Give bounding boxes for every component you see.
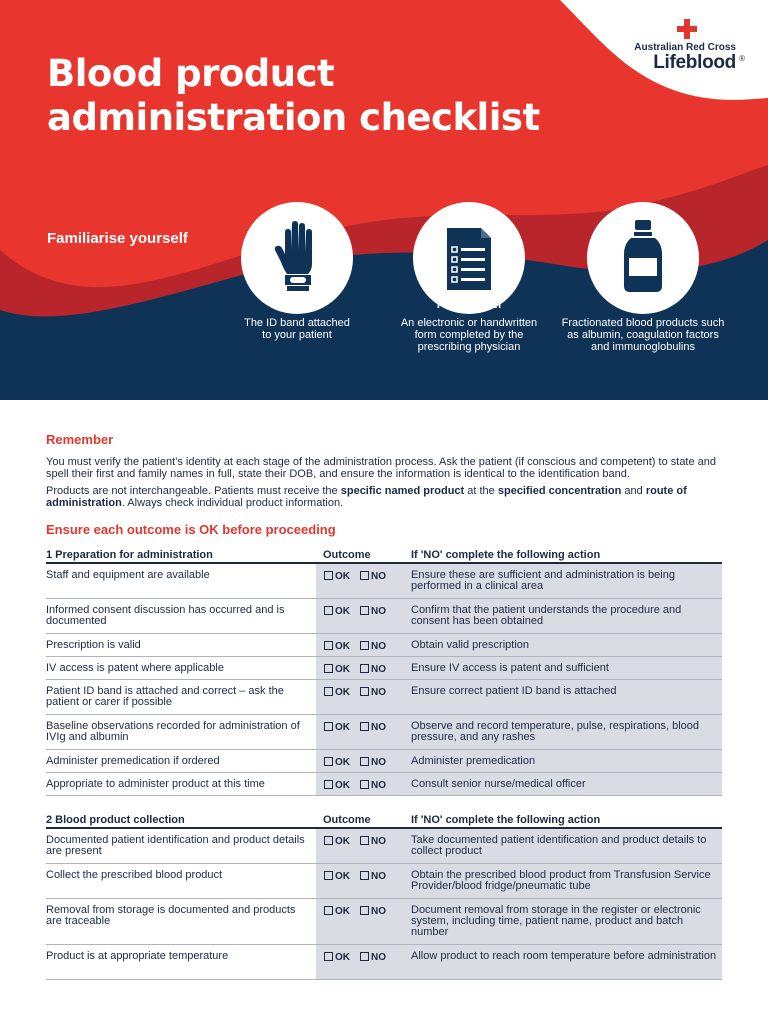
checklist-item: Product is at appropriate temperature — [46, 950, 229, 962]
action-text: Ensure IV access is patent and sufficient — [411, 662, 609, 674]
familiarise-heading: Familiarise yourself — [47, 230, 188, 247]
remember-paragraph-1: You must verify the patient's identity at each stage of the administration process. Ask the patient (if conscious and competent) to state and spell their first and family names in full, state their DOB, and ensure the information is identical to the identification band. — [46, 456, 717, 480]
no-checkbox[interactable] — [360, 606, 369, 615]
no-checkbox[interactable] — [360, 836, 369, 845]
no-checkbox[interactable] — [360, 757, 369, 766]
title-line-2: administration checklist — [47, 96, 540, 139]
no-checkbox[interactable] — [360, 722, 369, 731]
outcome-cell — [316, 899, 408, 944]
ok-label: OK — [335, 641, 350, 652]
remember-heading: Remember — [46, 432, 114, 447]
checklist-item: Prescription is valid — [46, 639, 141, 651]
action-text: Document removal from storage in the register or electronic system, including time, patient name, product and batch number — [411, 904, 701, 938]
no-checkbox[interactable] — [360, 952, 369, 961]
ok-checkbox[interactable] — [324, 906, 333, 915]
no-label: NO — [371, 836, 386, 847]
table-row — [46, 564, 722, 599]
page-title — [47, 52, 540, 140]
action-text: Obtain the prescribed blood product from Transfusion Service Provider/blood fridge/pneumatic tube — [411, 869, 711, 892]
checklist-item: Baseline observations recorded for administration of IVIg and albumin — [46, 720, 300, 743]
action-text: Allow product to reach room temperature before administration — [411, 950, 717, 962]
checklist-item: IV access is patent where applicable — [46, 662, 224, 674]
action-text: Observe and record temperature, pulse, respirations, blood pressure, and any rashes — [411, 720, 699, 743]
section-header — [46, 548, 722, 564]
ok-checkbox[interactable] — [324, 836, 333, 845]
no-label: NO — [371, 952, 386, 963]
outcome-cell — [316, 715, 408, 749]
no-checkbox[interactable] — [360, 664, 369, 673]
checklist-item: Administer premedication if ordered — [46, 755, 220, 767]
checklist-item: Removal from storage is documented and products are traceable — [46, 904, 296, 927]
ok-checkbox[interactable] — [324, 664, 333, 673]
section-title: 2 Blood product collection — [46, 814, 185, 826]
action-cell — [408, 634, 722, 656]
section-preparation — [46, 548, 722, 796]
ok-label: OK — [335, 664, 350, 675]
action-cell — [408, 657, 722, 679]
action-cell — [408, 750, 722, 772]
checklist-item: Informed consent discussion has occurred and is documented — [46, 604, 285, 627]
no-label: NO — [371, 687, 386, 698]
prescription-description: An electronic or handwritten form completed by the prescribing physician — [400, 317, 538, 353]
no-checkbox[interactable] — [360, 906, 369, 915]
ok-checkbox[interactable] — [324, 687, 333, 696]
no-checkbox[interactable] — [360, 780, 369, 789]
action-header: If 'NO' complete the following action — [411, 549, 601, 561]
no-label: NO — [371, 757, 386, 768]
ok-label: OK — [335, 606, 350, 617]
outcome-cell — [316, 864, 408, 898]
ok-checkbox[interactable] — [324, 780, 333, 789]
action-text: Obtain valid prescription — [411, 639, 530, 651]
action-text: Administer premedication — [411, 755, 536, 767]
action-cell — [408, 773, 722, 795]
no-checkbox[interactable] — [360, 871, 369, 880]
checklist-item: Documented patient identification and product details are present — [46, 834, 305, 857]
ok-label: OK — [335, 571, 350, 582]
action-cell — [408, 899, 722, 944]
brand-name: Lifeblood — [653, 52, 736, 73]
table-row — [46, 657, 722, 680]
table-row — [46, 634, 722, 657]
prescription-icon-circle — [413, 202, 525, 314]
table-row — [46, 599, 722, 634]
action-text: Consult senior nurse/medical officer — [411, 778, 586, 790]
action-text: Ensure correct patient ID band is attached — [411, 685, 617, 697]
hero-banner — [0, 0, 768, 400]
ok-label: OK — [335, 906, 350, 917]
section-collection — [46, 813, 722, 980]
table-row — [46, 864, 722, 899]
section-title: 1 Preparation for administration — [46, 549, 213, 561]
checklist-item: Appropriate to administer product at this time — [46, 778, 265, 790]
ok-checkbox[interactable] — [324, 952, 333, 961]
no-label: NO — [371, 722, 386, 733]
action-cell — [408, 864, 722, 898]
checklist-item: Staff and equipment are available — [46, 569, 210, 581]
action-header: If 'NO' complete the following action — [411, 814, 601, 826]
table-row — [46, 945, 722, 980]
ensure-heading: Ensure each outcome is OK before proceeding — [46, 522, 336, 537]
blood-product-bottle-icon — [587, 202, 699, 314]
action-cell — [408, 680, 722, 714]
action-text: Confirm that the patient understands the procedure and consent has been obtained — [411, 604, 682, 627]
outcome-cell — [316, 773, 408, 795]
ok-checkbox[interactable] — [324, 641, 333, 650]
outcome-cell — [316, 750, 408, 772]
ok-label: OK — [335, 722, 350, 733]
no-label: NO — [371, 906, 386, 917]
patient-icon-circle — [241, 202, 353, 314]
ok-checkbox[interactable] — [324, 571, 333, 580]
no-label: NO — [371, 571, 386, 582]
table-row — [46, 829, 722, 864]
patient-description: The ID band attached to your patient — [244, 317, 350, 341]
brand-org: Australian Red Cross — [634, 42, 736, 53]
outcome-cell — [316, 657, 408, 679]
ok-label: OK — [335, 952, 350, 963]
outcome-cell — [316, 634, 408, 656]
table-row — [46, 750, 722, 773]
prescription-form-icon — [413, 202, 525, 314]
no-label: NO — [371, 871, 386, 882]
table-row — [46, 899, 722, 945]
table-row — [46, 715, 722, 750]
outcome-cell — [316, 829, 408, 863]
hand-id-band-icon — [241, 202, 353, 314]
product-label: Product — [622, 299, 664, 311]
table-row — [46, 680, 722, 715]
ok-label: OK — [335, 687, 350, 698]
red-cross-icon — [676, 18, 698, 40]
product-description: Fractionated blood products such as albumin, coagulation factors and immunoglobulins — [561, 317, 725, 353]
ok-checkbox[interactable] — [324, 606, 333, 615]
no-checkbox[interactable] — [360, 687, 369, 696]
outcome-header: Outcome — [323, 549, 371, 561]
ok-label: OK — [335, 871, 350, 882]
no-label: NO — [371, 606, 386, 617]
remember-paragraph-2: Products are not interchangeable. Patients must receive the specific named product at the specified concentration and route of administration. Always check individual product information. — [46, 485, 687, 509]
no-checkbox[interactable] — [360, 641, 369, 650]
no-label: NO — [371, 641, 386, 652]
section-header — [46, 813, 722, 829]
outcome-cell — [316, 680, 408, 714]
table-row — [46, 773, 722, 796]
ok-checkbox[interactable] — [324, 871, 333, 880]
checklist-item: Patient ID band is attached and correct – ask the patient or carer if possible — [46, 685, 284, 708]
brand-registered-mark: ® — [739, 54, 745, 63]
outcome-header: Outcome — [323, 814, 371, 826]
title-line-1: Blood product — [47, 52, 335, 95]
no-checkbox[interactable] — [360, 571, 369, 580]
ok-checkbox[interactable] — [324, 757, 333, 766]
action-cell — [408, 829, 722, 863]
no-label: NO — [371, 780, 386, 791]
outcome-cell — [316, 945, 408, 979]
outcome-cell — [316, 564, 408, 598]
action-cell — [408, 945, 722, 979]
action-text: Take documented patient identification and product details to collect product — [411, 834, 707, 857]
patient-label: Patient — [278, 299, 316, 311]
action-text: Ensure these are sufficient and administration is being performed in a clinical area — [411, 569, 675, 592]
ok-checkbox[interactable] — [324, 722, 333, 731]
ok-label: OK — [335, 757, 350, 768]
product-icon-circle — [587, 202, 699, 314]
outcome-cell — [316, 599, 408, 633]
ok-label: OK — [335, 780, 350, 791]
no-label: NO — [371, 664, 386, 675]
action-cell — [408, 599, 722, 633]
checklist-item: Collect the prescribed blood product — [46, 869, 223, 881]
ok-label: OK — [335, 836, 350, 847]
prescription-label: Prescription — [436, 299, 502, 311]
action-cell — [408, 564, 722, 598]
action-cell — [408, 715, 722, 749]
